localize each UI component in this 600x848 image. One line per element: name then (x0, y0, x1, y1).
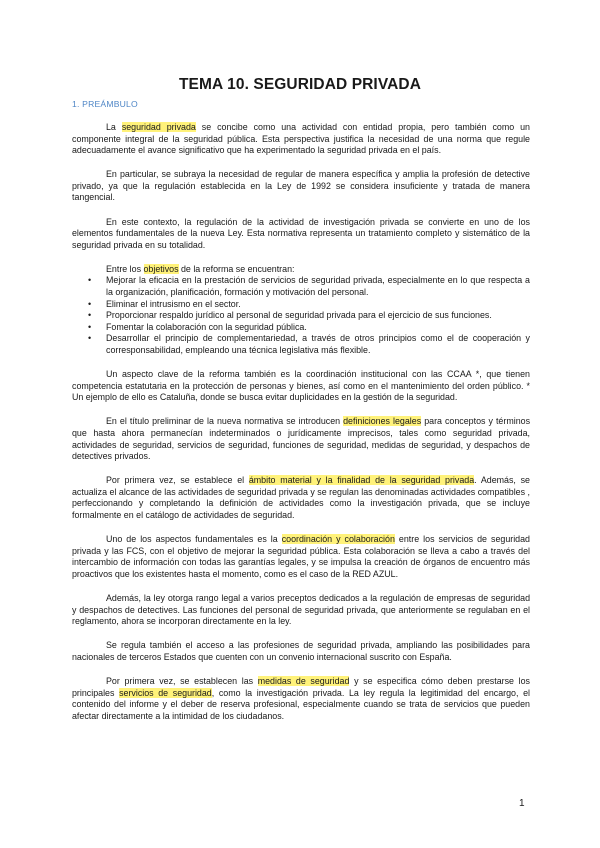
highlight-medidas-de-seguridad: medidas de seguridad (257, 675, 350, 686)
text-run: entre los servicios de seguridad privada y las FCS, con el objetivo de mejorar la seguridad pública. Esta colaboración se lleva a cabo a través del intercambio de información con todas las garantías legales, y se impulsa la creación de órganos de encuentro más proactivos que los existentes hasta el momento, como es el caso de la RED AZUL. (72, 534, 530, 579)
paragraph-definitions (72, 416, 530, 462)
text-run: La (106, 122, 122, 132)
paragraph-context: En este contexto, la regulación de la actividad de investigación privada se convierte en uno de los elementos fundamentales de la nueva Ley. Esta normativa representa un tratamiento completo y sistemático de la seguridad privada en su totalidad. (72, 216, 530, 250)
paragraph-acceso: Se regula también el acceso a las profesiones de seguridad privada, ampliando las posibilidades para nacionales de terceros Estados que cuenten con un convenio internacional suscrito con España. (72, 640, 530, 662)
paragraph-intro (72, 122, 530, 157)
highlight-definiciones-legales: definiciones legales (343, 416, 422, 427)
text-run: , como la investigación privada. La ley regula la legitimidad del encargo, el contenido del informe y el deber de reserva profesional, especialmente cuando se trata de servicios que pueden afectar directamente a la intimidad de los ciudadanos. (72, 687, 530, 721)
objectives-list (72, 275, 530, 356)
text-run: Por primera vez, se establece el (106, 475, 249, 486)
list-item: • Fomentar la colaboración con la seguridad pública. (72, 322, 530, 334)
list-item: • Eliminar el intrusismo en el sector. (72, 299, 530, 311)
highlight-coordinacion: coordinación y colaboración (281, 534, 395, 545)
text-run: se concibe como una actividad con entidad propia, pero también como un componente integral de la seguridad pública. Esta perspectiva justifica la necesidad de una norma que regule adecuadamente el avance significativo que ha experimentado la seguridad privada en el país. (72, 122, 530, 156)
list-item: • Desarrollar el principio de complementariedad, a través de otros principios como el de cooperación y corresponsabilidad, empleando una técnica legislativa más flexible. (72, 333, 530, 356)
paragraph-detective: En particular, se subraya la necesidad de regular de manera específica y amplia la profesión de detective privado, ya que la regulación establecida en la Ley de 1992 se considera insuficiente y tratada de manera tangencial. (72, 169, 530, 203)
list-item: • Mejorar la eficacia en la prestación de servicios de seguridad privada, especialmente en lo que respecta a la organización, planificación, formación y motivación del personal. (72, 275, 530, 298)
paragraph-ambito (72, 475, 530, 521)
paragraph-rango-legal: Además, la ley otorga rango legal a varios preceptos dedicados a la regulación de empresas de seguridad y despachos de detectives. Las funciones del personal de seguridad privada, que anteriormente se regulaban en el reglamento, ahora se incorporan directamente en la ley. (72, 593, 530, 627)
text-run: y se especifica cómo deben prestarse los principales (72, 675, 530, 698)
text-run: Entre los (106, 263, 144, 274)
text-run: Por primera vez, se establecen las (106, 675, 258, 686)
list-item: • Proporcionar respaldo jurídico al personal de seguridad privada para el ejercicio de sus funciones. (72, 310, 530, 322)
paragraph-objectives-intro (72, 264, 530, 276)
paragraph-coordinacion (72, 534, 530, 580)
document-body (72, 122, 530, 735)
highlight-objetivos: objetivos (143, 263, 179, 274)
text-run: de la reforma se encuentran: (178, 263, 295, 274)
text-run: En el título preliminar de la nueva normativa se introducen (106, 416, 344, 427)
highlight-ambito-material: ámbito material y la finalidad de la seguridad privada (248, 475, 475, 486)
document-title: TEMA 10. SEGURIDAD PRIVADA (178, 76, 422, 93)
section-heading: 1. PREÁMBULO (72, 99, 138, 109)
highlight-servicios-de-seguridad: servicios de seguridad (119, 687, 212, 698)
highlight-seguridad-privada: seguridad privada (121, 122, 196, 132)
text-run: para conceptos y términos que hasta ahora permanecían indeterminados o jurídicamente imprecisos, tales como seguridad privada, actividades de seguridad, servicios de seguridad, funciones de seguridad, medidas de seguridad, y despachos de detectives privados. (72, 416, 531, 462)
text-run: Uno de los aspectos fundamentales es la (106, 534, 282, 545)
paragraph-ccaa: Un aspecto clave de la reforma también es la coordinación institucional con las CCAA *, que tienen competencia estatutaria en la protección de personas y bienes, así como en el mantenimiento del orden público. * Un ejemplo de ello es Cataluña, donde se busca evitar duplicidades en la gestión de la seguridad. (72, 369, 530, 403)
page-number: 1 (519, 798, 525, 809)
text-run: . Además, se actualiza el alcance de las actividades de seguridad privada y se regulan las denominadas actividades compatibles , perfeccionando y completando la definición de actividades como la investigación privada, que se incluye formalmente en el catálogo de actividades de seguridad. (72, 475, 530, 521)
paragraph-medidas (72, 676, 530, 722)
